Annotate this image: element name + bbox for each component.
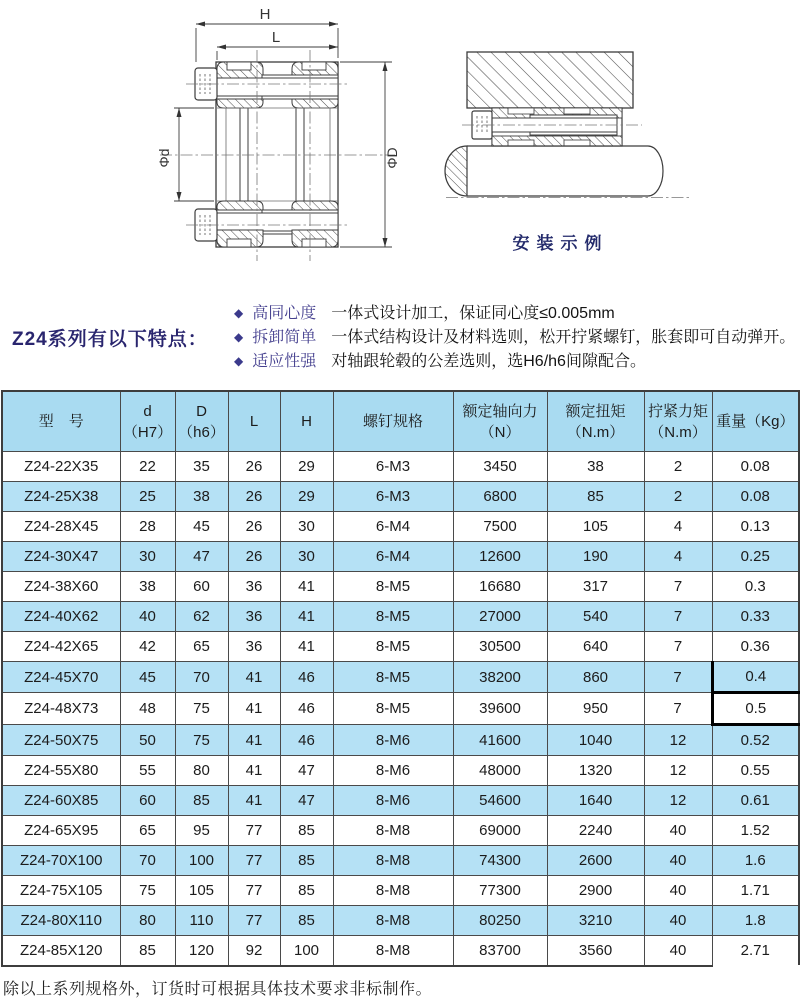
value-cell: 46 — [280, 725, 333, 756]
table-row — [2, 906, 799, 936]
installation-example-drawing — [445, 52, 690, 198]
value-cell: 30500 — [453, 632, 547, 662]
feature-desc: 一体式结构设计及材料选则，松开拧紧螺钉，胀套即可自动弹开。 — [331, 329, 796, 346]
value-cell: 45 — [120, 662, 175, 693]
value-cell: 2600 — [547, 846, 644, 876]
column-header: 螺钉规格 — [333, 391, 453, 452]
sleeve-cross-section-drawing — [156, 6, 400, 261]
value-cell: 85 — [547, 482, 644, 512]
value-cell: 6800 — [453, 482, 547, 512]
table-row — [2, 846, 799, 876]
table-row — [2, 756, 799, 786]
value-cell: 0.33 — [712, 602, 799, 632]
column-header: L — [228, 391, 280, 452]
value-cell: 26 — [228, 482, 280, 512]
value-cell: 70 — [175, 662, 228, 693]
value-cell: 2.71 — [712, 936, 799, 967]
value-cell: 105 — [175, 876, 228, 906]
table-row — [2, 816, 799, 846]
value-cell: 12600 — [453, 542, 547, 572]
dimension-inner-diameter — [174, 108, 214, 201]
value-cell: 16680 — [453, 572, 547, 602]
value-cell: 1.6 — [712, 846, 799, 876]
value-cell: 54600 — [453, 786, 547, 816]
feature-list — [234, 301, 795, 373]
column-header: d （H7） — [120, 391, 175, 452]
table-row — [2, 632, 799, 662]
value-cell: 83700 — [453, 936, 547, 967]
value-cell: 40 — [120, 602, 175, 632]
column-header: 型 号 — [2, 391, 120, 452]
value-cell: 35 — [175, 452, 228, 482]
value-cell: 8-M8 — [333, 876, 453, 906]
value-cell: 950 — [547, 693, 644, 725]
value-cell: 540 — [547, 602, 644, 632]
table-row — [2, 876, 799, 906]
spec-table-header — [2, 391, 799, 452]
value-cell: 60 — [175, 572, 228, 602]
value-cell: 0.52 — [712, 725, 799, 756]
value-cell: 30 — [280, 542, 333, 572]
value-cell: 38 — [120, 572, 175, 602]
value-cell: 85 — [120, 936, 175, 967]
value-cell: 6-M4 — [333, 542, 453, 572]
value-cell: 3210 — [547, 906, 644, 936]
model-cell: Z24-65X95 — [2, 816, 120, 846]
value-cell: 25 — [120, 482, 175, 512]
value-cell: 40 — [644, 876, 712, 906]
value-cell: 75 — [175, 693, 228, 725]
value-cell: 0.08 — [712, 452, 799, 482]
value-cell: 12 — [644, 756, 712, 786]
spec-table — [1, 390, 800, 967]
table-row — [2, 936, 799, 967]
value-cell: 65 — [175, 632, 228, 662]
value-cell: 41 — [280, 572, 333, 602]
column-header: H — [280, 391, 333, 452]
value-cell: 80 — [120, 906, 175, 936]
value-cell: 60 — [120, 786, 175, 816]
value-cell: 110 — [175, 906, 228, 936]
value-cell: 62 — [175, 602, 228, 632]
value-cell: 40 — [644, 936, 712, 967]
value-cell: 30 — [280, 512, 333, 542]
model-cell: Z24-30X47 — [2, 542, 120, 572]
value-cell: 29 — [280, 452, 333, 482]
technical-drawings — [0, 0, 800, 290]
diamond-bullet-icon: ◆ — [234, 306, 244, 320]
column-header: 拧紧力矩 （N.m） — [644, 391, 712, 452]
value-cell: 190 — [547, 542, 644, 572]
dim-label-inner-diameter: Φd — [156, 148, 172, 168]
dim-label-h: H — [259, 6, 271, 23]
table-row — [2, 693, 799, 725]
value-cell: 29 — [280, 482, 333, 512]
value-cell: 36 — [228, 602, 280, 632]
value-cell: 22 — [120, 452, 175, 482]
table-row — [2, 786, 799, 816]
value-cell: 1.71 — [712, 876, 799, 906]
table-row — [2, 542, 799, 572]
table-row — [2, 725, 799, 756]
value-cell: 100 — [280, 936, 333, 967]
value-cell: 70 — [120, 846, 175, 876]
model-cell: Z24-22X35 — [2, 452, 120, 482]
value-cell: 28 — [120, 512, 175, 542]
model-cell: Z24-48X73 — [2, 693, 120, 725]
table-row — [2, 602, 799, 632]
value-cell: 100 — [175, 846, 228, 876]
value-cell: 0.5 — [712, 693, 799, 725]
value-cell: 74300 — [453, 846, 547, 876]
value-cell: 6-M3 — [333, 452, 453, 482]
table-row — [2, 572, 799, 602]
feature-label: 拆卸简单 — [252, 329, 317, 346]
value-cell: 8-M8 — [333, 816, 453, 846]
value-cell: 77300 — [453, 876, 547, 906]
value-cell: 6-M4 — [333, 512, 453, 542]
value-cell: 2 — [644, 482, 712, 512]
table-row — [2, 482, 799, 512]
value-cell: 69000 — [453, 816, 547, 846]
value-cell: 12 — [644, 725, 712, 756]
value-cell: 75 — [175, 725, 228, 756]
value-cell: 1640 — [547, 786, 644, 816]
model-cell: Z24-25X38 — [2, 482, 120, 512]
value-cell: 38 — [175, 482, 228, 512]
feature-item — [234, 325, 795, 349]
value-cell: 26 — [228, 542, 280, 572]
model-cell: Z24-40X62 — [2, 602, 120, 632]
value-cell: 4 — [644, 512, 712, 542]
dim-label-l: L — [271, 29, 281, 46]
hub-block — [467, 52, 633, 108]
value-cell: 30 — [120, 542, 175, 572]
value-cell: 36 — [228, 572, 280, 602]
value-cell: 120 — [175, 936, 228, 967]
value-cell: 77 — [228, 876, 280, 906]
value-cell: 317 — [547, 572, 644, 602]
value-cell: 105 — [547, 512, 644, 542]
feature-label: 高同心度 — [252, 305, 317, 322]
value-cell: 1040 — [547, 725, 644, 756]
value-cell: 47 — [280, 786, 333, 816]
dimension-l — [217, 47, 338, 60]
value-cell: 55 — [120, 756, 175, 786]
value-cell: 50 — [120, 725, 175, 756]
value-cell: 2240 — [547, 816, 644, 846]
table-row — [2, 452, 799, 482]
value-cell: 7500 — [453, 512, 547, 542]
value-cell: 80250 — [453, 906, 547, 936]
value-cell: 8-M5 — [333, 693, 453, 725]
value-cell: 7 — [644, 572, 712, 602]
feature-desc: 一体式设计加工，保证同心度≤0.005mm — [331, 305, 615, 322]
value-cell: 38200 — [453, 662, 547, 693]
value-cell: 7 — [644, 602, 712, 632]
value-cell: 8-M5 — [333, 602, 453, 632]
value-cell: 27000 — [453, 602, 547, 632]
value-cell: 3450 — [453, 452, 547, 482]
shaft — [445, 146, 663, 196]
feature-item — [234, 301, 795, 325]
value-cell: 92 — [228, 936, 280, 967]
value-cell: 1.52 — [712, 816, 799, 846]
value-cell: 860 — [547, 662, 644, 693]
value-cell: 0.61 — [712, 786, 799, 816]
value-cell: 38 — [547, 452, 644, 482]
column-header: D （h6） — [175, 391, 228, 452]
model-cell: Z24-28X45 — [2, 512, 120, 542]
column-header: 重量（Kg） — [712, 391, 799, 452]
footnote: 除以上系列规格外，订货时可根据具体技术要求非标制作。 — [3, 981, 433, 998]
value-cell: 48 — [120, 693, 175, 725]
value-cell: 75 — [120, 876, 175, 906]
value-cell: 85 — [280, 816, 333, 846]
value-cell: 41 — [228, 725, 280, 756]
value-cell: 46 — [280, 693, 333, 725]
value-cell: 41 — [228, 662, 280, 693]
value-cell: 36 — [228, 632, 280, 662]
value-cell: 3560 — [547, 936, 644, 967]
model-cell: Z24-38X60 — [2, 572, 120, 602]
value-cell: 8-M8 — [333, 936, 453, 967]
value-cell: 42 — [120, 632, 175, 662]
value-cell: 8-M5 — [333, 662, 453, 693]
model-cell: Z24-42X65 — [2, 632, 120, 662]
value-cell: 41600 — [453, 725, 547, 756]
value-cell: 0.3 — [712, 572, 799, 602]
value-cell: 0.55 — [712, 756, 799, 786]
value-cell: 48000 — [453, 756, 547, 786]
value-cell: 2900 — [547, 876, 644, 906]
model-cell: Z24-45X70 — [2, 662, 120, 693]
value-cell: 8-M5 — [333, 572, 453, 602]
feature-item — [234, 349, 795, 373]
column-header: 额定扭矩 （N.m） — [547, 391, 644, 452]
value-cell: 41 — [228, 786, 280, 816]
value-cell: 85 — [280, 906, 333, 936]
model-cell: Z24-80X110 — [2, 906, 120, 936]
value-cell: 640 — [547, 632, 644, 662]
value-cell: 80 — [175, 756, 228, 786]
value-cell: 77 — [228, 906, 280, 936]
model-cell: Z24-55X80 — [2, 756, 120, 786]
value-cell: 1.8 — [712, 906, 799, 936]
value-cell: 0.36 — [712, 632, 799, 662]
value-cell: 6-M3 — [333, 482, 453, 512]
model-cell: Z24-70X100 — [2, 846, 120, 876]
value-cell: 8-M6 — [333, 786, 453, 816]
value-cell: 0.4 — [712, 662, 799, 693]
model-cell: Z24-75X105 — [2, 876, 120, 906]
value-cell: 77 — [228, 816, 280, 846]
value-cell: 0.08 — [712, 482, 799, 512]
value-cell: 8-M6 — [333, 725, 453, 756]
table-row — [2, 512, 799, 542]
table-row — [2, 662, 799, 693]
feature-desc: 对轴跟轮毂的公差选则，选H6/h6间隙配合。 — [331, 353, 646, 370]
model-cell: Z24-85X120 — [2, 936, 120, 967]
column-header: 额定轴向力 （N） — [453, 391, 547, 452]
dim-label-outer-diameter: ΦD — [384, 147, 400, 169]
value-cell: 4 — [644, 542, 712, 572]
model-cell: Z24-50X75 — [2, 725, 120, 756]
diamond-bullet-icon: ◆ — [234, 354, 244, 368]
value-cell: 8-M5 — [333, 632, 453, 662]
value-cell: 45 — [175, 512, 228, 542]
value-cell: 40 — [644, 846, 712, 876]
value-cell: 85 — [175, 786, 228, 816]
value-cell: 1320 — [547, 756, 644, 786]
value-cell: 41 — [280, 602, 333, 632]
value-cell: 7 — [644, 693, 712, 725]
installation-example-caption: 安装示例 — [512, 234, 609, 253]
features-title: Z24系列有以下特点： — [12, 329, 208, 350]
feature-label: 适应性强 — [252, 353, 317, 370]
value-cell: 41 — [228, 693, 280, 725]
value-cell: 0.25 — [712, 542, 799, 572]
value-cell: 26 — [228, 512, 280, 542]
value-cell: 40 — [644, 816, 712, 846]
value-cell: 47 — [280, 756, 333, 786]
value-cell: 8-M8 — [333, 846, 453, 876]
value-cell: 39600 — [453, 693, 547, 725]
value-cell: 0.13 — [712, 512, 799, 542]
value-cell: 46 — [280, 662, 333, 693]
value-cell: 26 — [228, 452, 280, 482]
value-cell: 95 — [175, 816, 228, 846]
value-cell: 41 — [280, 632, 333, 662]
value-cell: 47 — [175, 542, 228, 572]
model-cell: Z24-60X85 — [2, 786, 120, 816]
value-cell: 77 — [228, 846, 280, 876]
value-cell: 8-M8 — [333, 906, 453, 936]
value-cell: 7 — [644, 632, 712, 662]
value-cell: 85 — [280, 876, 333, 906]
value-cell: 85 — [280, 846, 333, 876]
value-cell: 8-M6 — [333, 756, 453, 786]
value-cell: 7 — [644, 662, 712, 693]
value-cell: 12 — [644, 786, 712, 816]
value-cell: 2 — [644, 452, 712, 482]
value-cell: 41 — [228, 756, 280, 786]
diamond-bullet-icon: ◆ — [234, 330, 244, 344]
value-cell: 65 — [120, 816, 175, 846]
value-cell: 40 — [644, 906, 712, 936]
